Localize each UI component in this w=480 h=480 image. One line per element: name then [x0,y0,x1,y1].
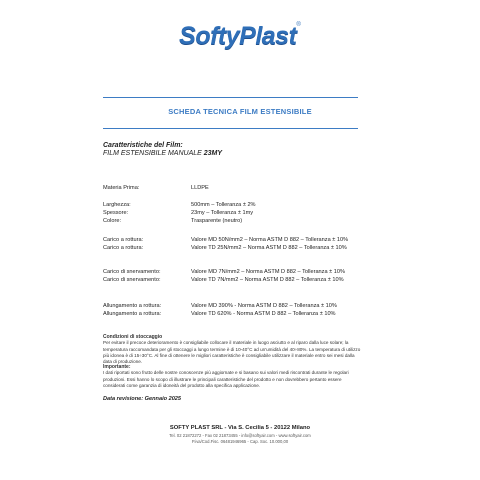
spec-value: Valore TD 620% - Norma ASTM D 882 – Tolleranza ± 10% [191,311,336,317]
footer-company: SOFTY PLAST SRL - Via S. Cecilia 5 - 20122 Milano [169,425,311,431]
storage-text: Per evitare il precoce deterioramento è consigliabile collocare il materiale in luogo asciutto e al riparo dalla luce solare; la temperatura raccomandata per gli stoccaggi a lungo termine è di 10-40°C ad un'umidità del 40÷80%. La temperatura di utilizzo più idonea è di 15÷30°C. Al fine di ottenere le migliori caratteristiche è consigliabile utilizzare il materiale entro sei mesi dalla data di produzione. [103,340,361,365]
spec-value: Valore MD 50N/mm2 – Norma ASTM D 882 – Tolleranza ± 10% [191,237,349,243]
logo-registered-mark: ® [296,22,301,28]
brand-logo [0,22,480,51]
important-note [103,364,363,389]
spec-label: Colore: [103,218,122,224]
spec-label: Allungamento a rottura: [103,311,162,317]
footer-contacts: Tel. 02 21872272 - Fax 02 21873455 - info@softyair.com - www.softyair.com [169,433,311,438]
storage-heading: Condizioni di stoccaggio [103,334,163,340]
spec-value: Valore TD 25N/mm2 – Norma ASTM D 882 – Tolleranza ± 10% [191,245,347,251]
spec-break-load [103,236,348,252]
logo-wordmark: SoftyPlast [179,22,297,50]
spec-yield-load [103,268,345,284]
spec-dimensions [103,201,256,225]
important-heading: Importante: [103,364,131,370]
spec-label: Spessore: [103,210,129,216]
revision-date: Data revisione: Gennaio 2025 [103,396,182,402]
spec-value: Valore TD 7N/mm2 – Norma ASTM D 882 – Tolleranza ± 10% [191,277,344,283]
spec-material [103,184,209,192]
spec-label: Carico di snervamento: [103,277,161,283]
spec-label: Carico a rottura: [103,245,144,251]
spec-elongation [103,302,337,318]
title-top-divider [103,97,358,98]
spec-value: 500mm – Tolleranza ± 2% [191,202,256,208]
document-title: SCHEDA TECNICA FILM ESTENSIBILE [168,107,312,116]
spec-value: LLDPE [191,185,209,191]
spec-value: Trasparente (neutro) [191,218,243,224]
spec-label: Carico di snervamento: [103,269,161,275]
spec-value: 23my – Tolleranza ± 1my [191,210,254,216]
characteristics-heading: Caratteristiche del Film: [103,142,183,149]
spec-label: Carico a rottura: [103,237,144,243]
spec-label: Materia Prima: [103,185,140,191]
spec-label: Larghezza: [103,202,131,208]
important-text: I dati riportati sono frutto delle nostre conoscenze più aggiornate e si basano sui valori medi riscontrati durante le regolari produzioni. Essi hanno lo scopo di illustrare le principali caratteristiche del prodotto e non dovrebbero pertanto essere considerati come garanzia di idoneità del prodotto alla specifica applicazione. [103,370,349,388]
spec-value: Valore MD 7N/mm2 – Norma ASTM D 882 – Tolleranza ± 10% [191,269,345,275]
product-name [103,150,222,157]
spec-label: Allungamento a rottura: [103,303,162,309]
product-name-prefix: FILM ESTENSIBILE MANUALE [103,150,204,157]
spec-value: Valore MD 390% - Norma ASTM D 882 – Tolleranza ± 10% [191,303,337,309]
storage-conditions [103,334,363,365]
product-code: 23MY [203,150,223,157]
title-bottom-divider [103,128,358,129]
footer-tax-info: P.iva/Cod.Fisc. 06481946965 - Cap. Soc. 10.000,00 [191,439,289,444]
